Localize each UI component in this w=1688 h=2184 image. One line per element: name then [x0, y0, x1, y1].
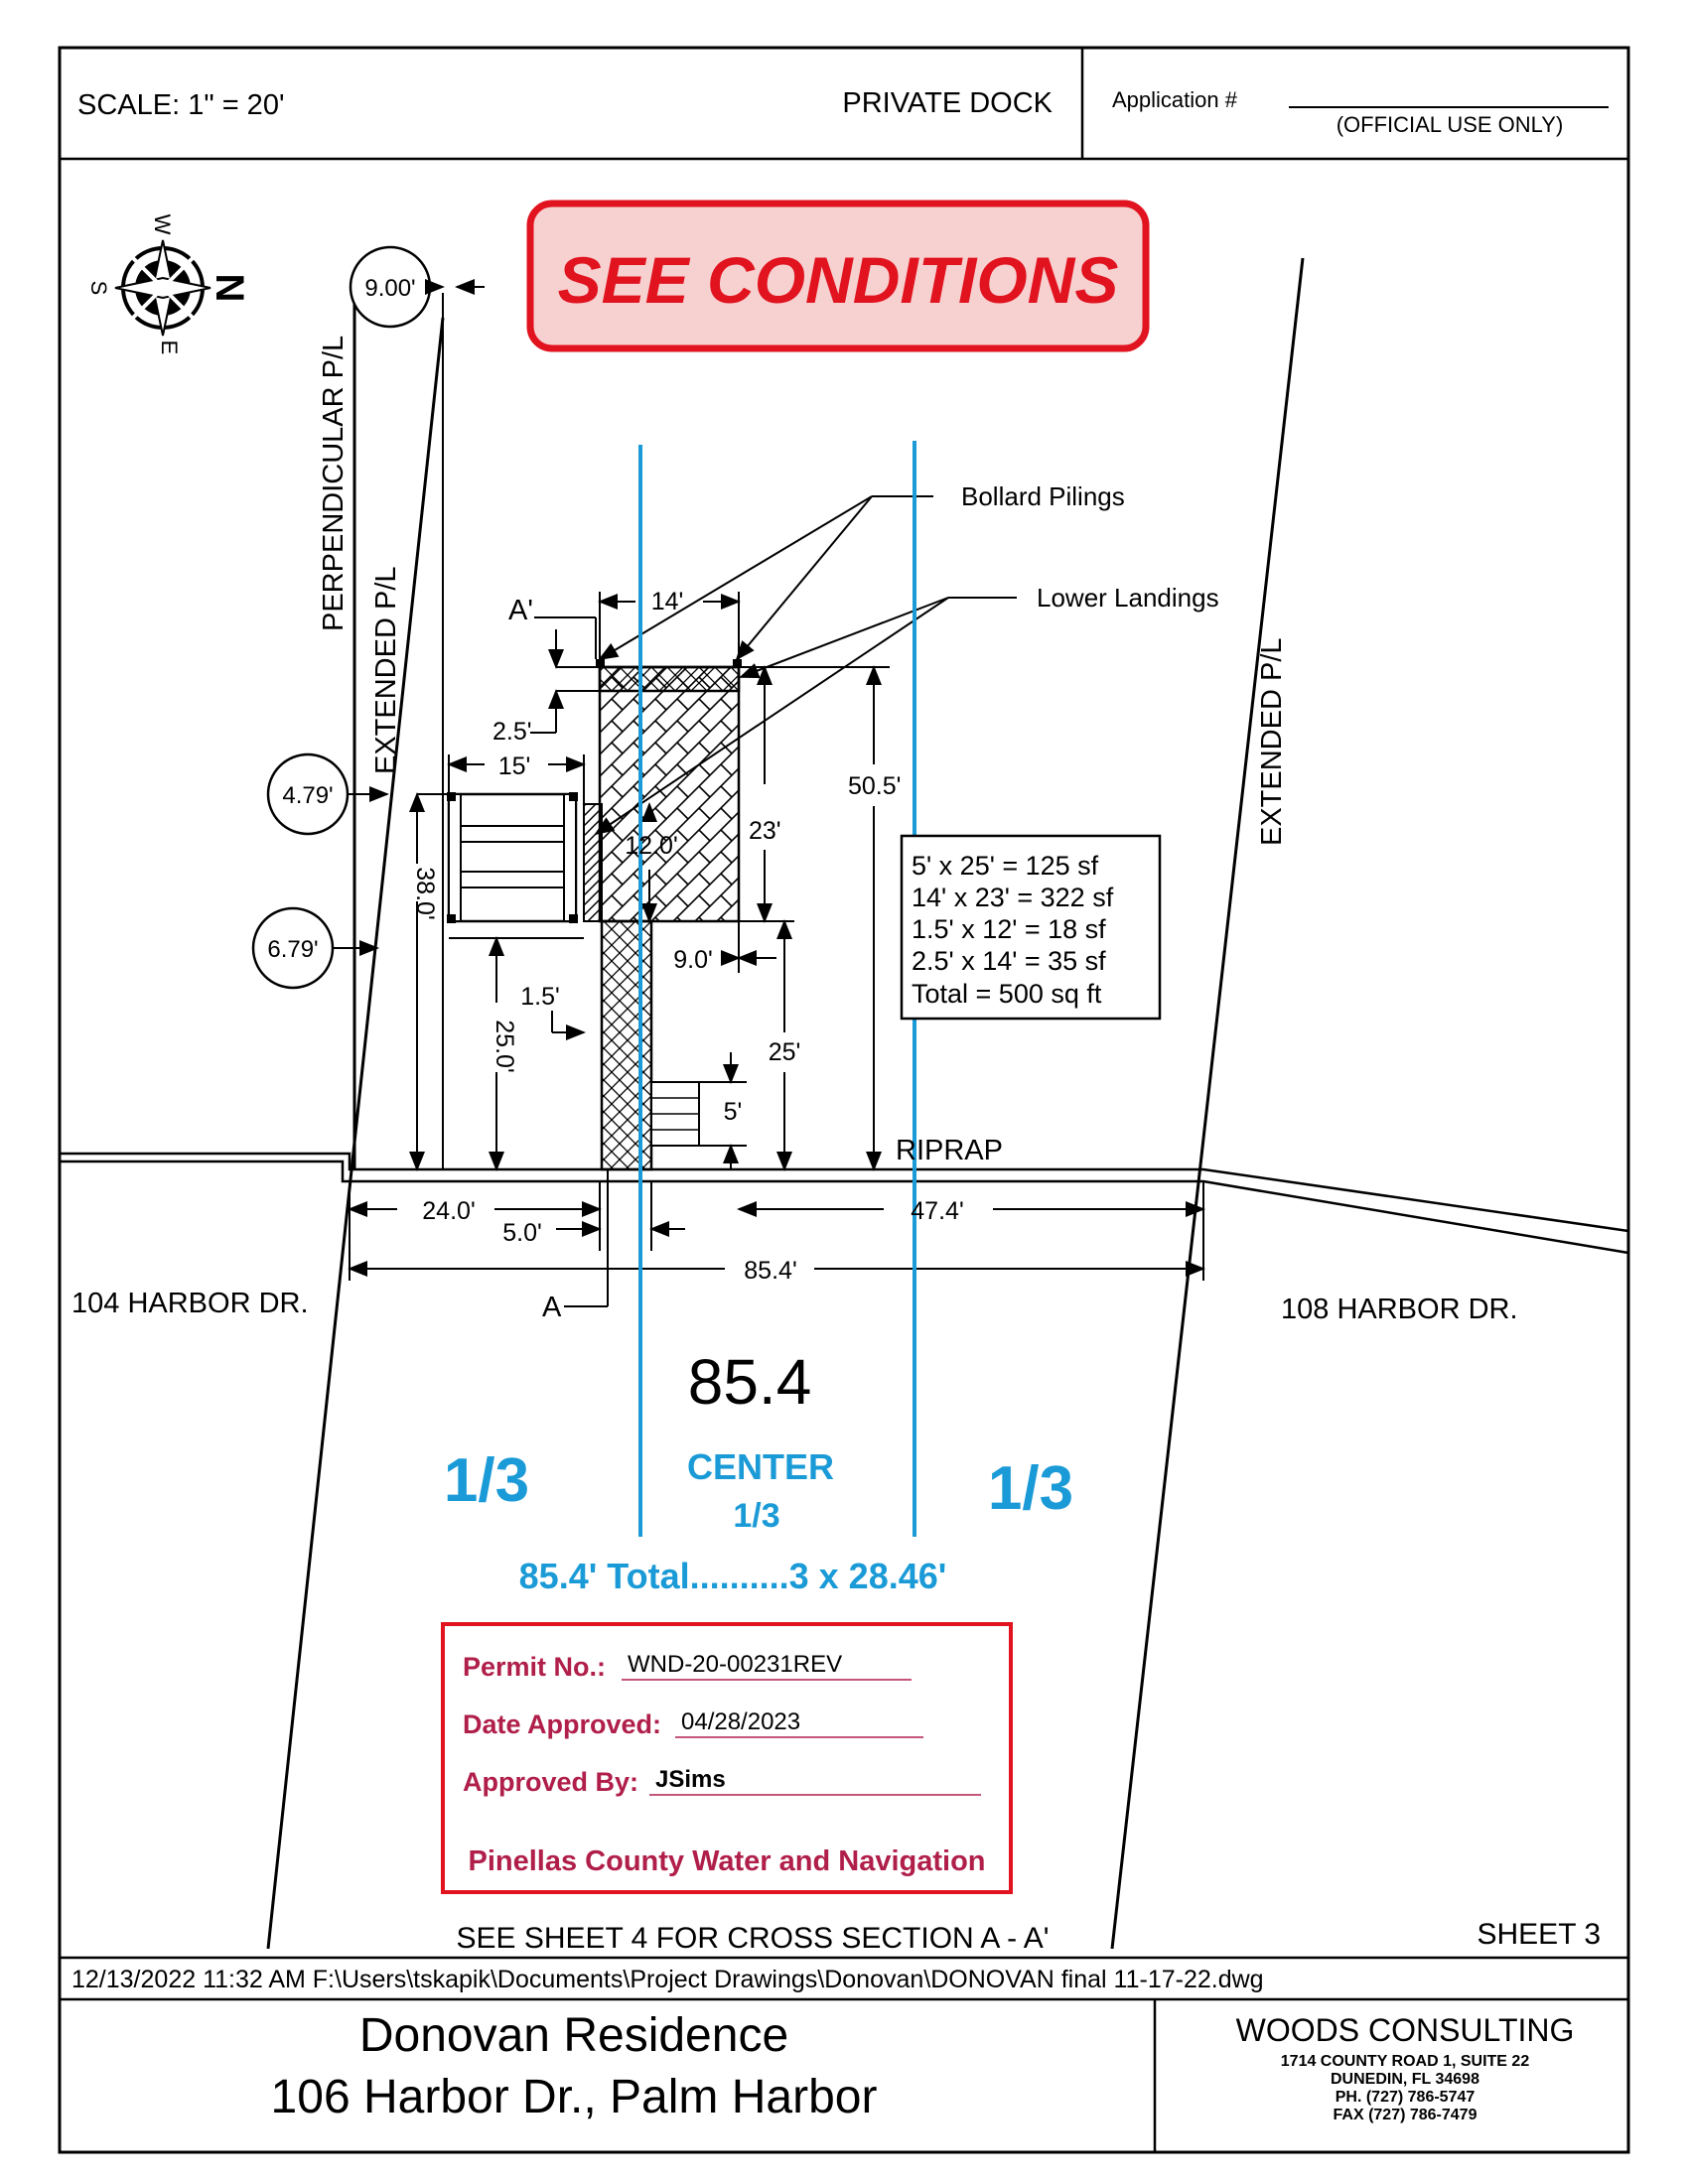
agency-label: Pinellas County Water and Navigation — [468, 1845, 986, 1877]
firm-address-2: DUNEDIN, FL 34698 — [1331, 2071, 1479, 2088]
project-type: PRIVATE DOCK — [842, 87, 1053, 119]
compass-e: E — [157, 340, 182, 355]
svg-text:9.00': 9.00' — [364, 275, 416, 302]
date-approved-label: Date Approved: — [463, 1709, 662, 1739]
svg-text:Total = 500 sq ft: Total = 500 sq ft — [912, 979, 1102, 1009]
see-conditions-text: SEE CONDITIONS — [557, 243, 1119, 317]
right-third-label: 1/3 — [987, 1454, 1074, 1523]
dim-25: 25' — [768, 1038, 801, 1066]
approved-by-value: JSims — [655, 1766, 726, 1793]
dim-9-0: 9.0' — [673, 946, 713, 974]
firm-address-1: 1714 COUNTY ROAD 1, SUITE 22 — [1280, 2053, 1530, 2070]
dim-23: 23' — [749, 817, 781, 845]
dim-85-4: 85.4' — [744, 1257, 797, 1285]
setback-4-79 — [268, 754, 387, 834]
setback-9-00 — [351, 247, 485, 327]
perpendicular-pl-label: PERPENDICULAR P/L — [318, 335, 350, 631]
dim-50-5: 50.5' — [848, 772, 902, 800]
compass-n: N — [208, 273, 251, 303]
permit-stamp — [443, 1624, 1011, 1892]
dim-2-5: 2.5' — [492, 718, 532, 746]
extended-pl-right-label: EXTENDED P/L — [1256, 637, 1288, 846]
center-label: CENTER — [686, 1446, 835, 1487]
dim-14: 14' — [650, 588, 684, 615]
date-approved-value: 04/28/2023 — [681, 1708, 801, 1735]
svg-text:5' x 25' = 125 sf: 5' x 25' = 125 sf — [912, 851, 1099, 881]
firm-phone: PH. (727) 786-5747 — [1335, 2089, 1476, 2106]
lower-landings-label: Lower Landings — [1037, 583, 1219, 613]
firm-fax: FAX (727) 786-7479 — [1333, 2107, 1477, 2123]
dim-25-0: 25.0' — [491, 1020, 518, 1073]
svg-text:1.5' x 12' = 18 sf: 1.5' x 12' = 18 sf — [912, 914, 1106, 944]
svg-text:6.79': 6.79' — [267, 936, 319, 963]
approved-by-label: Approved By: — [463, 1767, 639, 1797]
extended-pl-left-label: EXTENDED P/L — [370, 566, 402, 774]
frontage-total: 85.4 — [687, 1346, 812, 1418]
bollard-pilings-label: Bollard Pilings — [961, 481, 1125, 511]
dim-15: 15' — [497, 752, 531, 780]
file-stamp: 12/13/2022 11:32 AM F:\Users\tskapik\Documents\Project Drawings\Donovan\DONOVAN final 11-17-22.dwg — [71, 1966, 1264, 1993]
neighbor-left: 104 HARBOR DR. — [71, 1288, 309, 1319]
left-third-label: 1/3 — [443, 1446, 530, 1515]
cross-section-note: SEE SHEET 4 FOR CROSS SECTION A - A' — [456, 1922, 1050, 1955]
section-a-prime-label: A' — [508, 595, 533, 626]
official-use-label: (OFFICIAL USE ONLY) — [1336, 112, 1564, 137]
dim-38-0: 38.0' — [411, 867, 439, 920]
svg-text:14' x 23' = 322 sf: 14' x 23' = 322 sf — [912, 883, 1114, 912]
frontage-note: 85.4' Total..........3 x 28.46' — [518, 1556, 947, 1596]
dim-1-5: 1.5' — [520, 983, 560, 1011]
dim-12-0: 12.0' — [625, 832, 678, 860]
firm-name: WOODS CONSULTING — [1235, 2012, 1575, 2048]
scale-label: SCALE: 1" = 20' — [77, 89, 285, 121]
dim-5-0: 5.0' — [502, 1219, 542, 1247]
sheet-number: SHEET 3 — [1477, 1918, 1601, 1951]
application-label: Application # — [1112, 87, 1237, 112]
svg-text:4.79': 4.79' — [282, 782, 334, 809]
setback-6-79 — [253, 908, 377, 988]
dim-5: 5' — [723, 1098, 743, 1126]
svg-text:2.5' x 14' = 35 sf: 2.5' x 14' = 35 sf — [912, 946, 1106, 976]
compass-w: W — [150, 213, 175, 235]
area-table — [902, 836, 1160, 1019]
compass-rose — [86, 214, 251, 355]
neighbor-right: 108 HARBOR DR. — [1281, 1294, 1518, 1325]
permit-no-value: WND-20-00231REV — [628, 1651, 843, 1678]
permit-no-label: Permit No.: — [463, 1652, 607, 1682]
dim-24-0: 24.0' — [422, 1197, 476, 1225]
residence-address: 106 Harbor Dr., Palm Harbor — [270, 2071, 878, 2123]
center-third-label: 1/3 — [733, 1497, 780, 1535]
compass-s: S — [86, 280, 111, 296]
section-a-label: A — [542, 1292, 562, 1323]
residence-name: Donovan Residence — [358, 2009, 789, 2062]
dock-structure — [447, 659, 742, 1169]
see-conditions-stamp — [530, 204, 1146, 348]
riprap-label: RIPRAP — [896, 1135, 1003, 1166]
dim-47-4: 47.4' — [911, 1197, 964, 1225]
header-block — [60, 48, 1628, 159]
